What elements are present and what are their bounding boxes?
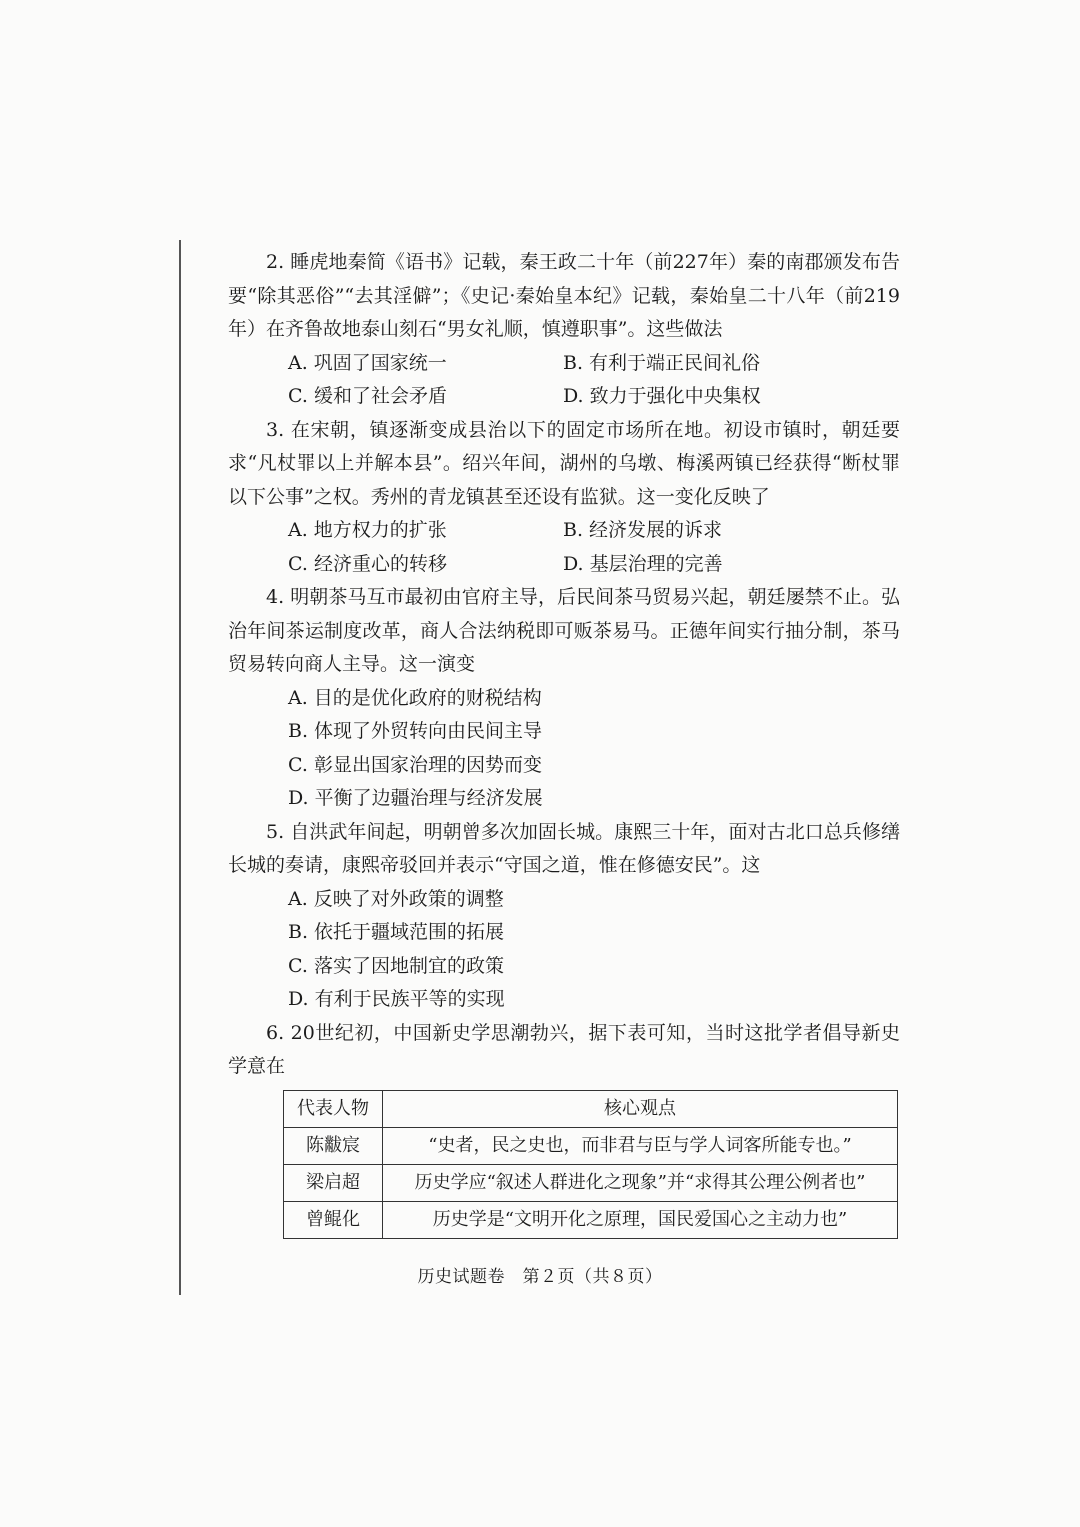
table-cell-name: 曾鲲化 bbox=[284, 1201, 383, 1238]
options bbox=[228, 514, 900, 581]
question-stem: 6. 20世纪初，中国新史学思潮勃兴，据下表可知，当时这批学者倡导新史学意在 bbox=[228, 1021, 900, 1077]
question-5 bbox=[228, 816, 900, 1017]
table-header: 代表人物 bbox=[284, 1090, 383, 1127]
option-a[interactable]: A. 反映了对外政策的调整 bbox=[288, 887, 504, 910]
question-stem: 5. 自洪武年间起，明朝曾多次加固长城。康熙三十年，面对古北口总兵修缮长城的奏请，康熙帝驳回并表示“守国之道，惟在修德安民”。这 bbox=[228, 820, 900, 876]
option-d[interactable]: D. 平衡了边疆治理与经济发展 bbox=[288, 787, 543, 809]
question-6 bbox=[228, 1017, 900, 1239]
option-c[interactable]: C. 缓和了社会矛盾 bbox=[288, 385, 447, 407]
exam-page bbox=[228, 246, 900, 1239]
option-a[interactable]: A. 目的是优化政府的财税结构 bbox=[288, 686, 542, 709]
option-d[interactable]: D. 致力于强化中央集权 bbox=[563, 385, 761, 407]
question-2 bbox=[228, 246, 900, 414]
option-b[interactable]: B. 经济发展的诉求 bbox=[563, 519, 723, 541]
question-stem: 3. 在宋朝，镇逐渐变成县治以下的固定市场所在地。初设市镇时，朝廷要求“凡杖罪以上并解本县”。绍兴年间，湖州的乌墩、梅溪两镇已经获得“断杖罪以下公事”之权。秀州的青龙镇甚至还设有监狱。这一变化反映了 bbox=[228, 418, 900, 508]
table-row bbox=[284, 1127, 898, 1164]
question-4 bbox=[228, 581, 900, 816]
option-a[interactable]: A. 地方权力的扩张 bbox=[288, 519, 447, 541]
options bbox=[228, 347, 900, 414]
table-cell-view: 历史学是“文明开化之原理，国民爱国心之主动力也” bbox=[383, 1201, 898, 1238]
table-row bbox=[284, 1201, 898, 1238]
table-header: 核心观点 bbox=[383, 1090, 898, 1127]
option-c[interactable]: C. 落实了因地制宜的政策 bbox=[288, 954, 504, 977]
options bbox=[228, 682, 900, 816]
option-c[interactable]: C. 彰显出国家治理的因势而变 bbox=[288, 753, 542, 776]
binding-margin-line bbox=[179, 240, 181, 1295]
question-3 bbox=[228, 414, 900, 582]
option-b[interactable]: B. 体现了外贸转向由民间主导 bbox=[288, 720, 543, 742]
table-cell-name: 陈黻宸 bbox=[284, 1127, 383, 1164]
table-row bbox=[284, 1164, 898, 1201]
option-d[interactable]: D. 基层治理的完善 bbox=[563, 552, 723, 575]
option-d[interactable]: D. 有利于民族平等的实现 bbox=[288, 988, 505, 1010]
table-header-row bbox=[284, 1090, 898, 1127]
option-c[interactable]: C. 经济重心的转移 bbox=[288, 552, 447, 575]
option-a[interactable]: A. 巩固了国家统一 bbox=[288, 351, 447, 374]
table-cell-view: 历史学应“叙述人群进化之现象”并“求得其公理公例者也” bbox=[383, 1164, 898, 1201]
table-cell-view: “史者，民之史也，而非君与臣与学人词客所能专也。” bbox=[383, 1127, 898, 1164]
options bbox=[228, 883, 900, 1017]
question-stem: 4. 明朝茶马互市最初由官府主导，后民间茶马贸易兴起，朝廷屡禁不止。弘治年间茶运制度改革，商人合法纳税即可贩茶易马。正德年间实行抽分制，茶马贸易转向商人主导。这一演变 bbox=[228, 586, 900, 675]
option-b[interactable]: B. 依托于疆域范围的拓展 bbox=[288, 921, 505, 943]
option-b[interactable]: B. 有利于端正民间礼俗 bbox=[563, 351, 761, 374]
page-footer: 历史试题卷 第２页（共８页） bbox=[417, 1267, 663, 1287]
question-stem: 2. 睡虎地秦简《语书》记载，秦王政二十年（前227年）秦的南郡颁发布告要“除其恶俗”“去其淫僻”；《史记·秦始皇本纪》记载，秦始皇二十八年（前219年）在齐鲁故地泰山刻石“男女礼顺，慎遵职事”。这些做法 bbox=[228, 251, 900, 340]
table-cell-name: 梁启超 bbox=[284, 1164, 383, 1201]
scholars-table bbox=[283, 1090, 898, 1239]
